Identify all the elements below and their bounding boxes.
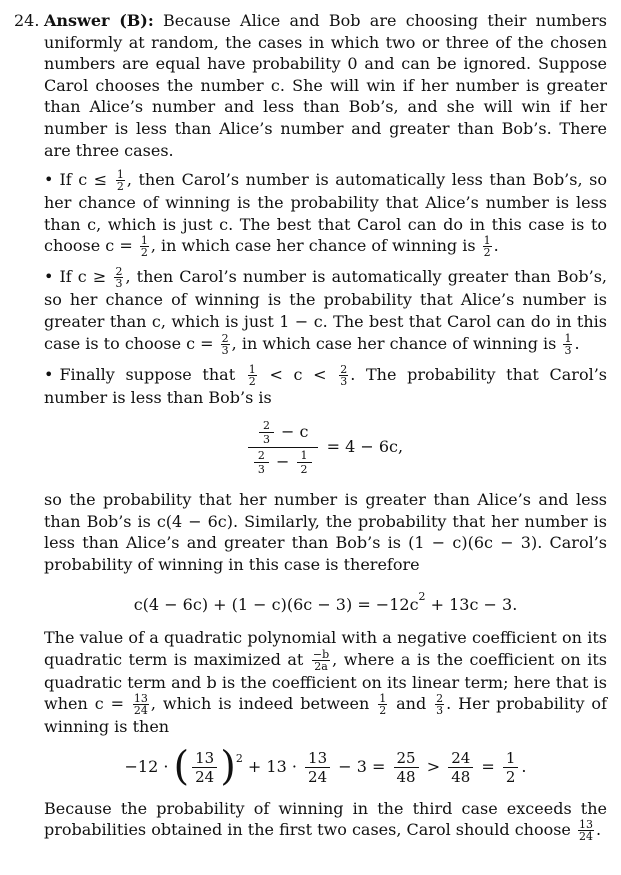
period: .: [574, 333, 580, 353]
case-2-paragraph: [44, 266, 607, 355]
case3-text-c: . The probability that Carol’s number is less than Bob’s is: [44, 364, 607, 407]
compound-fraction: $\frac{2}{3}$ − c $\frac{2}{3}$ − $\frac{1}{2}$: [248, 418, 318, 477]
bullet-icon: •: [44, 267, 54, 287]
fraction-one-half: $\frac{1}{2}$: [248, 362, 256, 388]
equation-expansion: $c(4 - 6c) + (1 - c)(6c - 3) = -12c^2 + 13c - 3$.: [133, 589, 518, 614]
bullet-icon: •: [44, 364, 54, 384]
period: .: [493, 236, 499, 256]
problem-number: 24.: [14, 11, 40, 30]
equation-probability: −12 · ( $\frac{13}{24}$ )$^2$ + 13 · $\frac{13}{24}$ − 3 = $\frac{25}{48}$ > $\frac{24}{48}$ = $\frac{1}{2}$ .: [124, 743, 527, 790]
case3-text-b: < c <: [269, 364, 327, 384]
case2-text-b: , then Carol’s number is automatically greater than Bob’s, so her chance of winning is the probability that Alice’s number is greater than c, which is just 1 − c. The best that Carol can do in this case is to choose c =: [44, 267, 608, 353]
case2-text-a: If c ≥: [59, 267, 107, 287]
quadratic-paragraph: The value of a quadratic polynomial with a negative coefficient on its quadratic term is maximized at $\frac{-b}{2a}$ , where a is the coefficient on its quadratic term and b is the coefficient on its linear term; here that is when c = $\frac{13}{24}$ , which is indeed between $\frac{1}{2}$ and $\frac{2}{3}$ . Her probability of winning is then: [44, 628, 607, 737]
fraction-two-thirds: $\frac{2}{3}$: [340, 362, 348, 388]
fraction-one-third: $\frac{1}{3}$: [564, 331, 572, 357]
fraction-vertex: $\frac{-b}{2a}$: [312, 647, 330, 673]
conclusion-paragraph: Because the probability of winning in the third case exceeds the probabilities obtained in the first two cases, Carol should choose $\frac{13}{24}$ .: [44, 798, 607, 844]
fraction-one-half: $\frac{1}{2}$: [116, 168, 124, 194]
equation-1-rhs: = 4 − 6c,: [326, 437, 404, 457]
case1-text-a: If c ≤: [59, 170, 108, 190]
case3-text-a: Finally suppose that: [59, 364, 236, 384]
case2-text-c: , in which case her chance of winning is: [231, 333, 557, 353]
fraction-one-half: $\frac{1}{2}$: [483, 234, 491, 260]
fraction-one-half: $\frac{1}{2}$: [140, 234, 148, 260]
intro-text: Because Alice and Bob are choosing their numbers uniformly at random, the cases in which two or three of the chosen numbers are equal have probability 0 and can be ignored. Suppose Carol chooses the number c. She will win if her number is greater than Alice’s number and less than Bob’s, and she will win if her number is less than Alice’s number and greater than Bob’s. There are three cases.: [44, 11, 607, 160]
case-3-paragraph: [44, 364, 607, 409]
fraction-two-thirds: $\frac{2}{3}$: [115, 265, 123, 291]
fraction-one-half: $\frac{1}{2}$: [379, 692, 387, 718]
paragraph-after-eq1: so the probability that her number is greater than Alice’s and less than Bob’s is c(4 − 6c). Similarly, the probability that her number is less than Alice’s and greater than Bob’s is (1 − c)(6c − 3). Carol’s probability of winning in this case is therefore: [44, 490, 607, 574]
equation-compound-fraction: [44, 418, 607, 477]
fraction-13-24: $\frac{13}{24}$: [579, 818, 593, 844]
intro-paragraph: [14, 10, 607, 161]
answer-label: Answer (B):: [44, 11, 154, 30]
bullet-icon: •: [44, 170, 54, 190]
case1-text-b: , then Carol’s number is automatically less than Bob’s, so her chance of winning is the probability that Alice’s number is less than c, which is just c. The best that Carol can do in this case is to choose c =: [44, 170, 607, 256]
fraction-two-thirds: $\frac{2}{3}$: [221, 331, 229, 357]
case1-text-c: , in which case her chance of winning is: [150, 236, 476, 256]
case-1-paragraph: [44, 169, 607, 258]
fraction-13-24: $\frac{13}{24}$: [133, 692, 148, 718]
fraction-two-thirds: $\frac{2}{3}$: [436, 692, 444, 718]
